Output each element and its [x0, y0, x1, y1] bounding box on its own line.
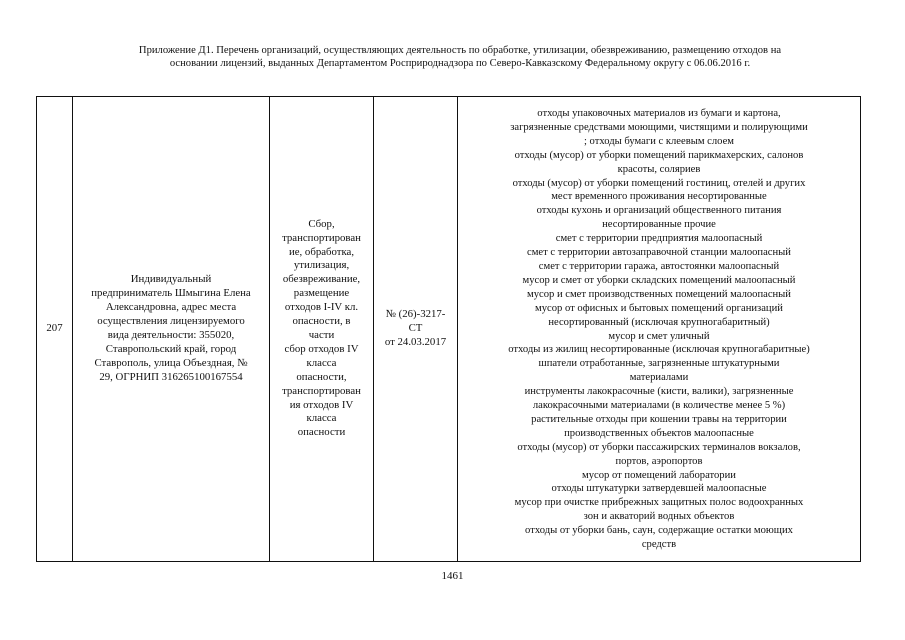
waste-item: отходы штукатурки затвердевшей малоопасные: [551, 483, 767, 495]
activity-line: опасности, в: [292, 315, 351, 328]
organization-line: Индивидуальный: [130, 273, 212, 286]
waste-item: загрязненные средствами моющими, чистящими и полирующими: [510, 121, 808, 133]
waste-item: мусор при очистке прибрежных защитных полос водоохранных: [514, 497, 804, 509]
organization-line: вида деятельности: 355020,: [107, 329, 235, 341]
waste-item: ; отходы бумаги с клеевым слоем: [583, 135, 735, 147]
license-text: [377, 308, 454, 350]
activity-line: отходов I-IV кл.: [284, 301, 359, 314]
waste-item: мусор и смет уличный: [608, 330, 710, 342]
activity-line: класса: [306, 412, 337, 425]
activity-line: обезвреживание,: [282, 273, 361, 286]
document-header: [60, 44, 860, 70]
organization-line: осуществления лицензируемого: [97, 315, 245, 328]
organization-line: Ставропольский край, город: [105, 342, 237, 355]
waste-item: мест временного проживания несортированные: [551, 191, 767, 203]
license-line: от 24.03.2017: [384, 335, 447, 348]
waste-item: отходы (мусор) от уборки помещений парикмахерских, салонов: [514, 149, 804, 161]
activity-line: сбор отходов IV: [284, 342, 359, 355]
waste-list: [461, 106, 857, 552]
waste-item: отходы (мусор) от уборки пассажирских терминалов вокзалов,: [517, 441, 801, 453]
organization-line: Ставрополь, улица Объездная, №: [94, 356, 248, 369]
waste-item: отходы (мусор) от уборки помещений гостиниц, отелей и других: [512, 177, 806, 189]
waste-item: растительные отходы при кошении травы на территории: [531, 413, 787, 425]
waste-item: лакокрасочными материалами (в количестве менее 5 %): [532, 400, 786, 412]
license-line: № (26)-3217-: [385, 308, 446, 321]
activity-line: утилизация,: [293, 259, 350, 272]
activity-line: Сбор,: [308, 217, 335, 230]
organizations-table: [36, 96, 861, 562]
activity-line: опасности: [297, 426, 346, 439]
waste-item: мусор и смет производственных помещений малоопасный: [527, 288, 791, 300]
waste-item: смет с территории гаража, автостоянки малоопасный: [538, 260, 780, 272]
page-number: 1461: [441, 570, 464, 582]
row-number-cell: [37, 97, 73, 562]
activity-line: размещение: [293, 287, 350, 300]
license-cell: [374, 97, 458, 562]
waste-item: инструменты лакокрасочные (кисти, валики), загрязненные: [524, 386, 794, 398]
waste-item: производственных объектов малоопасные: [564, 427, 754, 439]
waste-item: несортированный (исключая крупногабаритный): [548, 316, 770, 328]
activity-line: транспортирован: [282, 231, 361, 244]
organization-text: [76, 273, 266, 384]
organization-line: предприниматель Шмыгина Елена: [91, 287, 251, 300]
table-row: [37, 97, 861, 562]
waste-item: смет с территории автозаправочной станции малоопасный: [527, 247, 791, 259]
activity-line: части: [308, 329, 335, 341]
waste-item: мусор от помещений лаборатории: [582, 469, 736, 481]
license-line: СТ: [408, 322, 423, 335]
waste-item: зон и акваторий водных объектов: [583, 511, 735, 523]
activity-line: ия отходов IV: [289, 398, 354, 411]
activity-cell: [270, 97, 374, 562]
waste-item: отходы от уборки бань, саун, содержащие остатки моющих: [525, 525, 793, 537]
organization-line: Александровна, адрес места: [105, 301, 237, 314]
waste-item: шпатели отработанные, загрязненные штукатурными: [538, 358, 780, 370]
waste-item: отходы из жилищ несортированные (исключая крупногабаритные): [508, 344, 810, 356]
organization-line: 29, ОГРНИП 316265100167554: [99, 370, 243, 383]
header-line-1: Приложение Д1. Перечень организаций, осуществляющих деятельность по обработке, утилизации, обезвреживанию, размещению отходов на: [138, 45, 782, 56]
waste-item: отходы кухонь и организаций общественного питания: [536, 205, 782, 217]
row-number: 207: [46, 322, 63, 335]
activity-line: ие, обработка,: [288, 245, 355, 258]
waste-item: мусор от офисных и бытовых помещений организаций: [535, 302, 783, 314]
activity-line: транспортирован: [282, 384, 361, 397]
header-line-2: основании лицензий, выданных Департаментом Росприроднадзора по Северо-Кавказскому Федеральному округу с 06.06.2016 г.: [169, 58, 751, 69]
waste-item: портов, аэропортов: [615, 455, 703, 467]
waste-item: красоты, соляриев: [617, 163, 701, 175]
activity-line: класса: [306, 356, 337, 369]
organization-cell: [73, 97, 270, 562]
waste-item: смет с территории предприятия малоопасный: [555, 233, 763, 245]
activity-text: [273, 218, 370, 441]
waste-item: средств: [641, 539, 677, 551]
activity-line: опасности,: [296, 370, 347, 383]
waste-item: несортированные прочие: [602, 219, 716, 231]
waste-item: отходы упаковочных материалов из бумаги и картона,: [537, 108, 781, 119]
waste-item: мусор и смет от уборки складских помещений малоопасный: [522, 274, 796, 286]
waste-item: материалами: [629, 372, 689, 384]
waste-cell: [458, 97, 861, 562]
